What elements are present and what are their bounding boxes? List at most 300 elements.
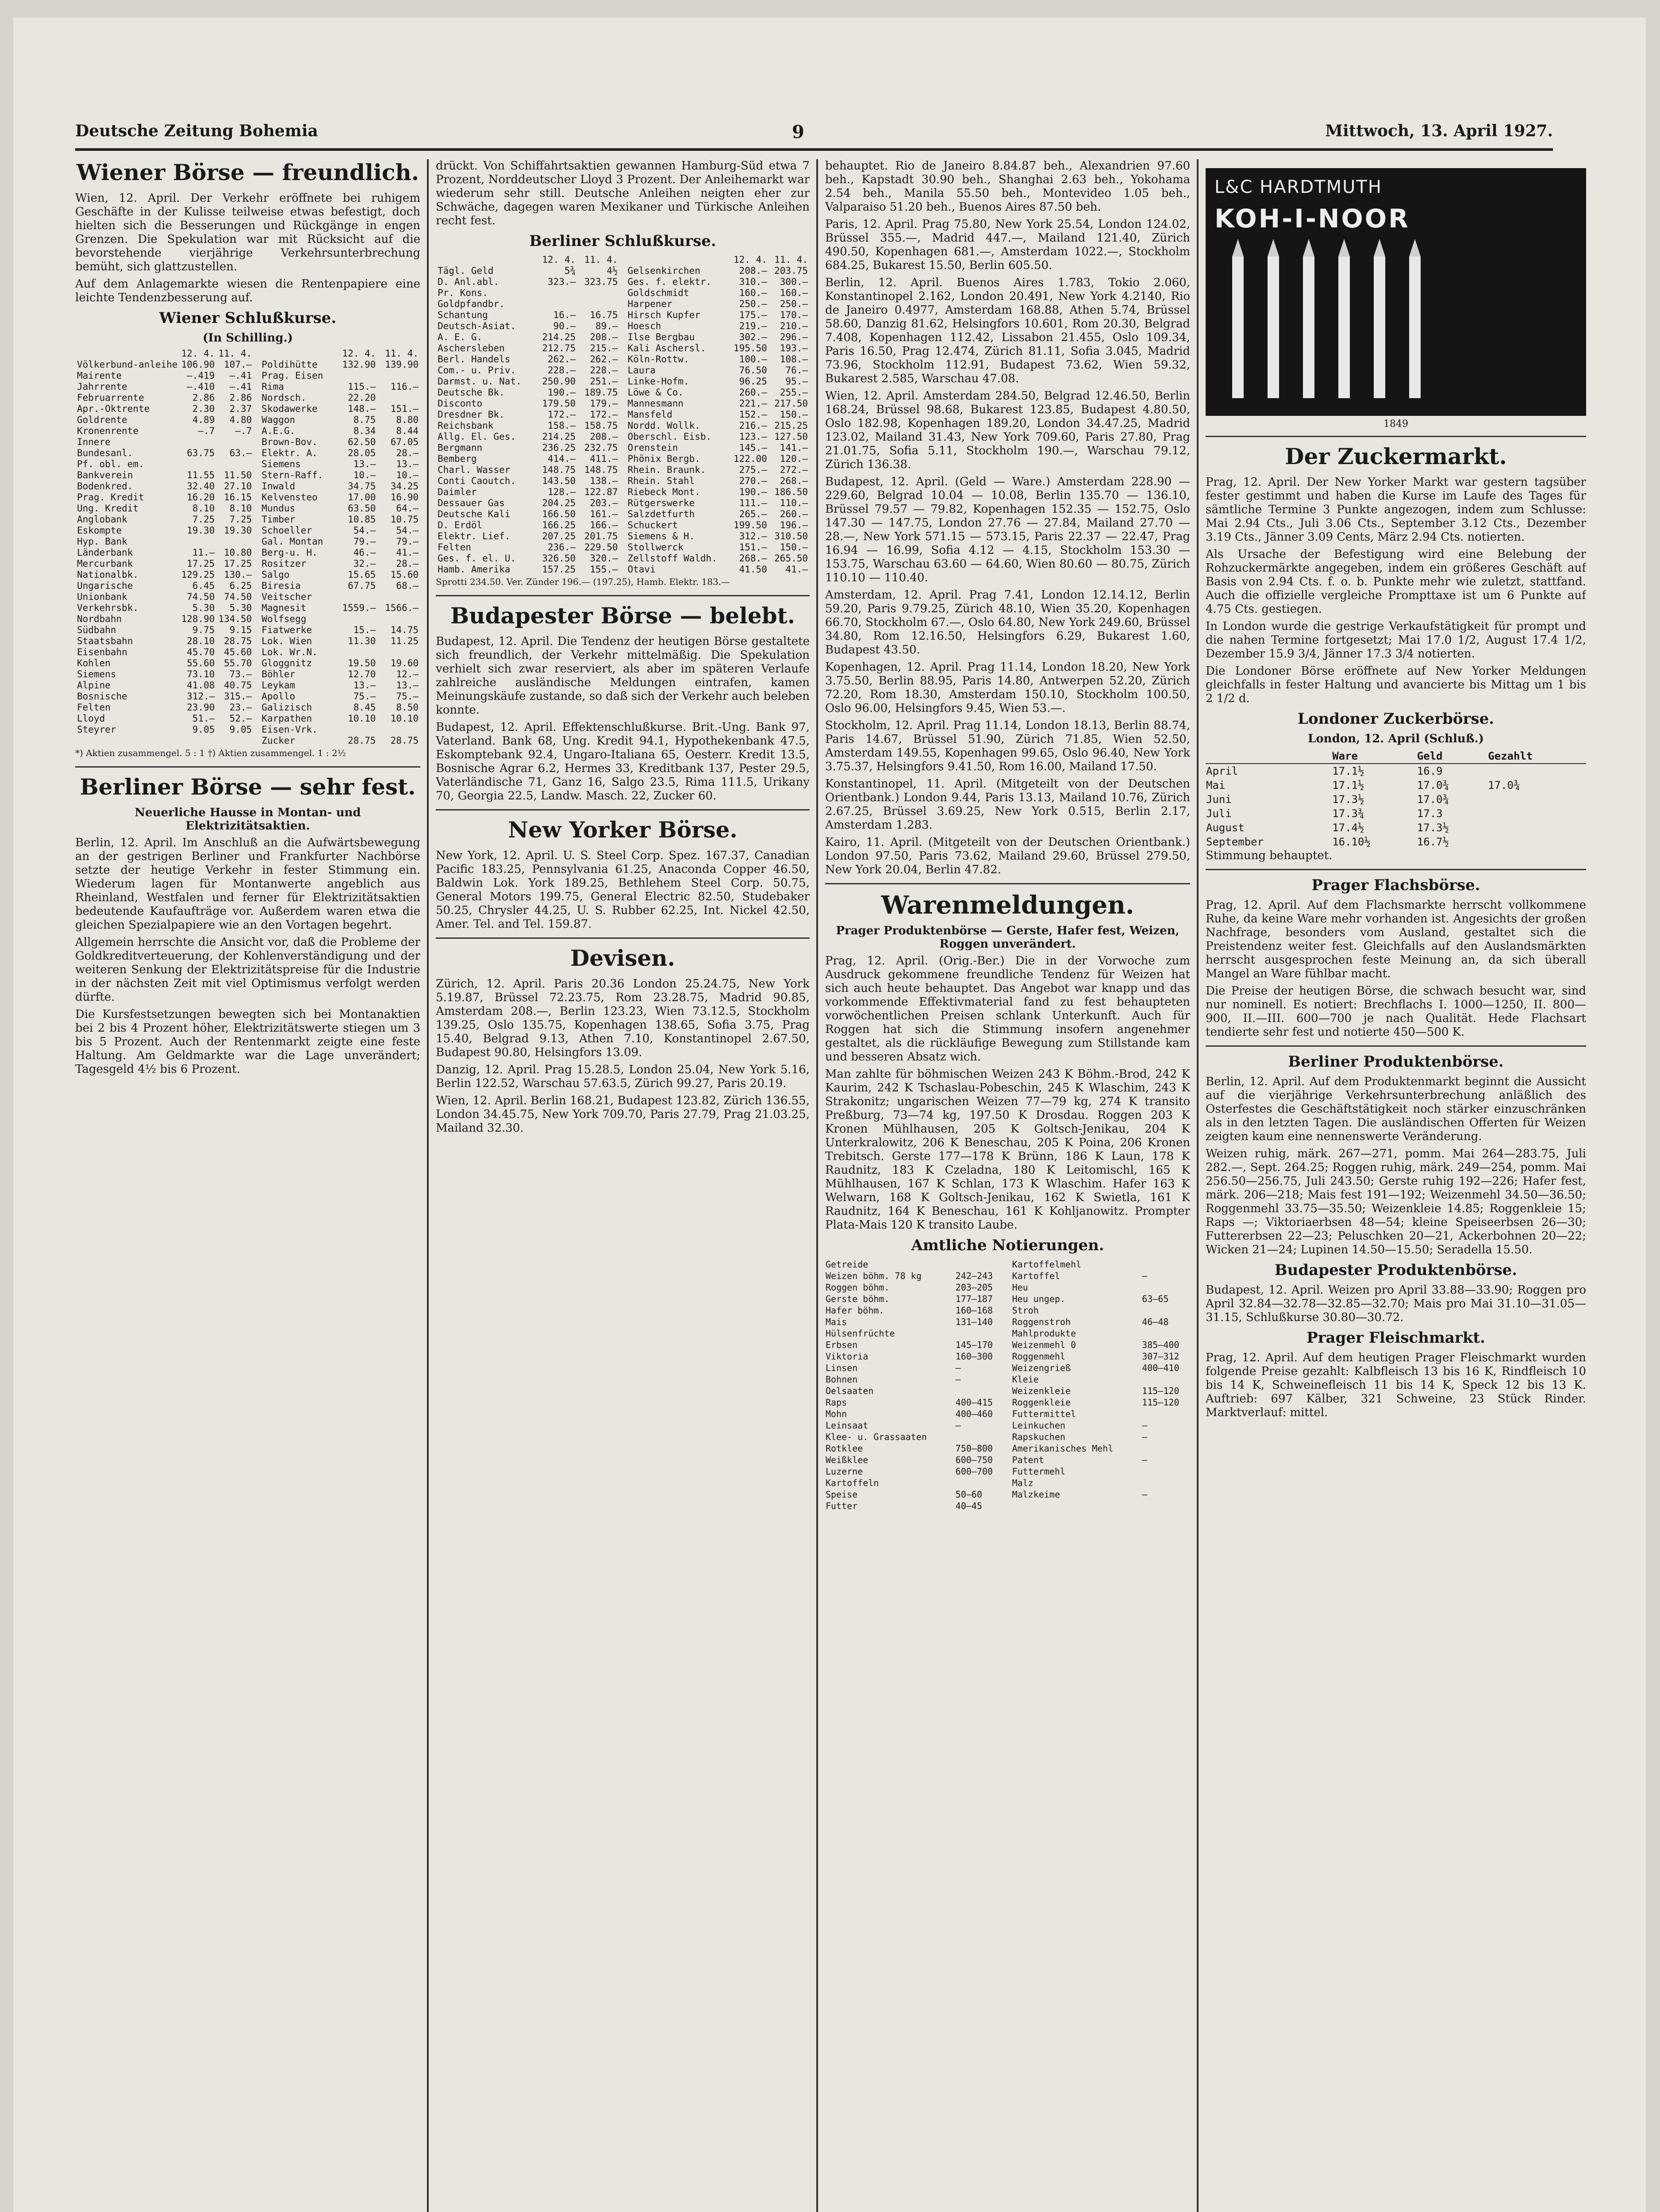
notierung-row [1012,1339,1191,1351]
quote-value [377,724,420,735]
quote-name: Siemens & H. [627,531,695,541]
quote-name: Elektr. Lief. [438,531,511,541]
quote-row [626,487,810,498]
quote-value [955,1431,1004,1443]
quote-value: —.410 [187,381,215,392]
quote-name: Brown-Bov. [261,437,318,447]
quote-value: 150.— [780,542,808,553]
quote-value [377,392,420,403]
quote-row [436,321,620,332]
quote-value [216,437,254,448]
quote-row [626,387,810,398]
produkten-title: Berliner Produktenbörse. [1288,1053,1504,1071]
quote-value [377,370,420,381]
quote-value: 179.50 [542,398,576,409]
quote-value: 128.— [547,487,576,497]
quote-value: 1559.— [342,603,376,613]
notierung-row [1012,1316,1191,1328]
quote-row [260,669,420,680]
quote-value: 272.— [780,465,808,475]
quote-value: 5.30 [229,603,252,613]
quote-name: Lloyd [77,713,105,724]
quote-name: Poldihütte [261,359,318,370]
wien-schluss-title: Wiener Schlußkurse. [159,309,337,327]
quote-value: — [1142,1489,1148,1500]
quote-name: Allg. El. Ges. [438,431,516,442]
quote-value: — [955,1374,961,1385]
quote-value [1487,806,1586,821]
quote-value: 17.3¾ [1332,807,1364,820]
quote-name: August [1206,822,1245,834]
budapest-paragraph: Budapest, 12. April. Die Tendenz der heutigen Börse gestaltete sich freundlich, der Verkehr mittelmäßig. Die Spekulation verhielt sich zwar reserviert, als aber im späteren Verlaufe zahlreiche ausländische Meldungen eintrafen, kamen Meinungskäufe zustande, so daß sich der Verkehr auch beleben konnte. [436,635,810,717]
produkten-paragraph: Weizen ruhig, märk. 267—271, pomm. Mai 264—283.75, Juli 282.—, Sept. 264.25; Roggen ruhig, märk. 249—254, pomm. Mai 256.50—256.75, Juli 243.50; Gerste ruhig 192—226; Hafer fest, märk. 206—218; Mais fest 191—192; Weizenmehl 34.50—36.50; Roggenmehl 33.75—35.50; Weizenkleie 14.85; Roggenkleie 15; Raps —; Viktoriaerbsen 48—54; kleine Speiseerbsen 26—30; Futtererbsen 22—23; Peluschken 20—21, Ackerbohnen 20—22; Wicken 21—24; Lupinen 14.50—15.50; Seradella 15.50. [1206,1147,1586,1256]
quote-name: Kartoffel [1012,1271,1060,1281]
quote-name: Getreide [826,1259,868,1270]
flachs-paragraph: Prag, 12. April. Auf dem Flachsmarkte herrscht vollkommene Ruhe, da keine Ware mehr vorhanden ist. Angesichts der großen Nachfrage, besonders vom Ausland, gestaltet sich die Preistendenz weiter fest. Gleichfalls auf den Auslandsmärkten herrscht ausgesprochen feste Meinung an, da sich überall Mangel an Ware fühlbar macht. [1206,899,1586,980]
quote-value: 11.— [192,547,215,558]
quote-row [260,437,420,448]
quote-name: Prag. Kredit [77,492,144,503]
notierung-row [1012,1443,1191,1454]
notierung-row [1012,1454,1191,1466]
quote-name: Eisenbahn [77,647,127,657]
quote-name: Mohn [826,1409,847,1419]
quote-value: 9.05 [192,724,215,735]
quote-name: Kronenrente [77,426,139,436]
newyork-paragraph: New York, 12. April. U. S. Steel Corp. Spez. 167.37, Canadian Pacific 183.25, Pennsylvania 61.25, Anaconda Copper 46.50, Baldwin Lok. York 189.25, Bethlehem Steel Corp. 50.75, General Motors 199.75, General Electric 82.50, Studebaker 50.25, Chrysler 44.25, U. S. Rubber 62.25, Int. Nickel 42.50, Amer. Tel. and Tel. 159.87. [436,849,810,931]
quote-value [1141,1443,1190,1454]
column-rule [816,159,818,2212]
quote-value: 268.— [739,553,767,564]
quote-name: Lok. Wr.N. [261,647,318,657]
quote-value: 13.— [396,680,419,691]
quote-value: 10.75 [390,514,419,525]
quote-value: 193.— [780,343,808,353]
pencil-icon [1232,257,1244,398]
quote-row [626,321,810,332]
col-head: 12. 4. [733,254,767,265]
quote-name: Alpine [77,680,111,691]
quote-row [436,509,620,520]
quote-value: 68.— [396,580,419,591]
quote-value: 270.— [739,476,767,486]
quote-name: Unionbank [77,591,127,602]
notierung-row [825,1351,1004,1362]
quote-value: 212.75 [542,343,576,353]
quote-value: 28.05 [348,448,376,458]
quote-value: 9.05 [229,724,252,735]
quote-value [955,1259,1004,1270]
quote-value: 152.— [739,409,767,420]
quote-value: — [1142,1420,1148,1431]
notierung-row [825,1362,1004,1374]
amtl-left [825,1259,1004,1512]
devisen-paragraph: Danzig, 12. April. Prag 15.28.5, London 25.04, New York 5.16, Berlin 122.52, Warschau 57.63.5, Zürich 99.27, Paris 20.19. [436,1063,810,1090]
quote-row [260,691,420,702]
quote-value: 14.75 [390,625,419,635]
quote-value [1487,792,1586,806]
quote-value: 214.25 [542,431,576,442]
quote-name: Mundus [261,503,296,514]
notierung-row [825,1477,1004,1489]
quote-row [436,498,620,509]
quote-value: 195.50 [733,343,767,353]
quote-value: 8.10 [192,503,215,514]
quote-row [260,702,420,713]
sugar-row [1206,778,1586,792]
table-head: Gezahlt [1487,749,1586,764]
budapest-produkten-title: Budapester Produktenbörse. [1274,1261,1518,1279]
quote-value: 122.87 [584,487,618,497]
quote-value: 199.50 [733,520,767,530]
quote-row [626,465,810,476]
quote-name: Leykam [261,680,296,691]
quote-value: 400—460 [955,1409,993,1419]
ad-brand: KOH-I-NOOR [1214,204,1410,234]
quote-name: Leinsaat [826,1420,868,1431]
quote-row [75,392,254,403]
quote-value: 161.— [590,509,618,519]
quote-value [335,591,378,603]
quote-name: D. Erdöl [438,520,483,530]
quote-name: Innere [77,437,111,447]
quote-value [1487,835,1586,849]
notierung-row [825,1374,1004,1385]
quote-value: 139.90 [385,359,419,370]
quote-value: 41.— [396,547,419,558]
quote-name: Rositzer [261,558,307,569]
quote-name: Hafer böhm. [826,1305,884,1316]
quote-value: 17.25 [187,558,215,569]
quote-name: Köln-Rottw. [627,354,689,365]
quote-name: Roggenmehl [1012,1351,1065,1362]
quote-value: 228.— [590,365,618,376]
quote-value: 8.75 [353,415,376,425]
notierung-row [825,1489,1004,1500]
quote-name: Speise [826,1489,858,1500]
pencil-icon [1303,257,1314,398]
ad-company: L&C HARDTMUTH [1214,177,1382,197]
quote-row [260,470,420,481]
wien-quotes-right [260,348,420,746]
quote-row [75,702,254,713]
quote-value: 28.75 [348,735,376,746]
quote-row [436,409,620,420]
quote-name: Goldpfandbr. [438,299,505,309]
quote-value: 123.— [739,431,767,442]
quote-row [260,448,420,459]
quote-name: D. Anl.abl. [438,276,500,287]
notierung-row [1012,1420,1191,1431]
quote-value: 28.75 [390,735,419,746]
devisen-paragraph: Zürich, 12. April. Paris 20.36 London 25.24.75, New York 5.19.87, Brüssel 72.23.75, Rom 23.28.75, Madrid 90.85, Amsterdam 208.—, Berlin 123.23, Wien 73.12.5, Stockholm 139.25, Oslo 135.75, Kopenhagen 138.65, Sofia 3.75, Prag 15.40, Belgrad 9.13, Athen 7.10, Konstantinopel 2.67.50, Budapest 90.80, Helsingfors 13.09. [436,977,810,1059]
quote-row [260,713,420,724]
quote-value: 296.— [780,332,808,342]
quote-value: 28.10 [187,636,215,646]
quote-value: 323.75 [584,276,618,287]
quote-row [260,735,420,746]
quote-value: 17.3½ [1417,822,1449,834]
fleisch-paragraph: Prag, 12. April. Auf dem heutigen Prager Fleischmarkt wurden folgende Preise gezahlt: Kalbfleisch 13 bis 16 K, Rindfleisch 10 bis 14 K, Schweinefleisch 11 bis 14 K, Speck 12 bis 13 K. Auftrieb: 697 Kälber, 321 Schweine, 23 Stück Rinder. Marktverlauf: mittel. [1206,1351,1586,1419]
quote-row [626,398,810,409]
wien-quotes-left [75,348,254,746]
quote-row [75,625,254,636]
quote-value: 75.— [353,691,376,702]
quote-value: 16.15 [224,492,252,503]
quote-value: 19.50 [348,658,376,668]
quote-value: 320.— [590,553,618,564]
page-number: 9 [792,122,804,142]
quote-value: 41.— [785,564,808,575]
quote-value: 10.85 [348,514,376,525]
col-head: 12. 4. [181,348,215,359]
quote-name: Hamb. Amerika [438,564,511,575]
quote-row [436,453,620,465]
quote-value: 63.— [229,448,252,458]
newyork-title: New Yorker Börse. [508,817,738,843]
quote-name: Mahlprodukte [1012,1328,1076,1339]
sugar-row [1206,835,1586,849]
pencil-icon [1409,257,1421,398]
quote-row [436,265,620,276]
quote-value [377,647,420,658]
quote-value [216,536,254,547]
quote-row [260,636,420,647]
quote-name: Erbsen [826,1340,858,1350]
quote-value [180,437,217,448]
quote-value: 216.— [739,420,767,431]
quote-name: Kali Aschersl. [627,343,706,353]
separator [436,937,810,939]
quote-value: 4.89 [192,415,215,425]
quote-value: 16.10½ [1332,836,1371,848]
berlin-note: Sprotti 234.50. Ver. Zünder 196.— (197.25), Hamb. Elektr. 183.— [436,576,730,587]
quote-row [75,492,254,503]
quote-row [260,381,420,392]
quote-row [260,569,420,580]
quote-value: 22.20 [348,392,376,403]
quote-value: 10.80 [224,547,252,558]
quote-row [626,442,810,453]
quote-row [626,365,810,376]
quote-value: — [1142,1432,1148,1442]
quote-row [260,614,420,625]
quote-name: Otavi [627,564,656,575]
quote-name: Mai [1206,779,1226,791]
quote-value: 108.— [780,354,808,365]
quote-row [436,420,620,431]
quote-value: 411.— [590,453,618,464]
quote-value [1487,821,1586,835]
notierung-row [825,1282,1004,1293]
separator [1206,1045,1586,1047]
quote-name: Mairente [77,370,122,381]
quote-name: Bergmann [438,442,483,453]
quote-value: 312.— [187,691,215,702]
quote-value: 106.90 [181,359,215,370]
quote-value: 11.30 [348,636,376,646]
quote-name: Dresdner Bk. [438,409,505,420]
berlin-table-right [626,254,810,575]
quote-name: Eskompte [77,525,122,536]
quote-value: 64.— [396,503,419,514]
quote-row [260,359,420,370]
notierung-row [1012,1477,1191,1489]
quote-value: 172.— [547,409,576,420]
notierung-row [1012,1374,1191,1385]
quote-row [75,481,254,492]
quote-value: 8.45 [353,702,376,713]
devisen-paragraph: Konstantinopel, 11. April. (Mitgeteilt von der Deutschen Orientbank.) London 9.44, Paris 13.13, Mailand 10.76, Zürich 2.67.25, Brüssel 3.69.25, New York 0.515, Berlin 2.17, Amsterdam 1.283. [825,777,1190,832]
notierung-row [1012,1431,1191,1443]
quote-row [75,525,254,536]
quote-row [436,343,620,354]
quote-value: 16.90 [390,492,419,503]
quote-name: Kleie [1012,1374,1039,1385]
quote-value: 250.— [739,299,767,309]
column-1 [75,159,420,2212]
quote-value: 310.— [739,276,767,287]
quote-row [75,381,254,392]
quote-row [75,669,254,680]
quote-value: 115—120 [1142,1386,1180,1396]
quote-name: Raps [826,1397,847,1408]
notierung-row [825,1305,1004,1316]
quote-value: 157.25 [542,564,576,575]
quote-value: 600—700 [955,1466,993,1477]
quote-name: Kelvensteo [261,492,318,503]
quote-name: Apollo [261,691,296,702]
quote-value: 6.25 [229,580,252,591]
quote-value: 73.10 [187,669,215,680]
ad-year: 1849 [1383,419,1408,430]
quote-name: Hyp. Bank [77,536,127,547]
notierung-row [825,1500,1004,1512]
quote-row [75,459,254,470]
quote-value: 186.50 [774,487,808,497]
quote-value: 55.60 [187,658,215,668]
quote-value: 215.25 [774,420,808,431]
devisen-paragraph: Stockholm, 12. April. Prag 11.14, London 18.13, Berlin 88.74, Paris 14.67, Brüssel 51.90, Zürich 71.85, Wien 52.50, Amsterdam 149.55, Kopenhagen 99.65, Oslo 96.40, New York 3.75.37, Helsingfors 9.41.50, Rom 16.00, Mailand 17.50. [825,719,1190,773]
quote-value: 129.25 [181,569,215,580]
notierung-row [825,1443,1004,1454]
column-2 [436,159,810,2212]
quote-value [1141,1328,1190,1339]
notierung-row [825,1339,1004,1351]
quote-value [535,288,577,299]
zucker-paragraph: Als Ursache der Befestigung wird eine Belebung der Rohzuckermärkte angegeben, indem ein größeres Geschäft auf Basis von 2.94 Cts. f. o. b. Punkte mehr wie zuletzt, stattfand. Auch die offizielle vergleiche Prompttaxe ist um 6 Punkte auf 4.75 Cts. gestiegen. [1206,548,1586,616]
quote-value: 128.90 [181,614,215,624]
quote-value: 16.7½ [1417,836,1449,848]
quote-value: 2.30 [192,403,215,414]
quote-row [75,547,254,558]
quote-row [626,409,810,420]
quote-name: Prag. Eisen [261,370,323,381]
quote-name: Siemens [261,459,301,469]
quote-name: Rima [261,381,284,392]
quote-row [75,569,254,580]
quote-row [75,614,254,625]
quote-value: 300.— [780,276,808,287]
quote-row [436,431,620,442]
devisen-paragraph: Amsterdam, 12. April. Prag 7.41, London 12.14.12, Berlin 59.20, Paris 9.79.25, Zürich 48.10, Wien 35.20, Kopenhagen 66.70, Stockholm 67.—, Oslo 64.80, New York 249.60, Brüssel 34.80, Rom 12.16.50, Helsingfors 6.29, Bukarest 1.60, Budapest 43.50. [825,588,1190,657]
quote-name: Ges. f. elektr. [627,276,712,287]
quote-value [535,299,577,310]
quote-value [377,614,420,625]
quote-value: 208.— [590,431,618,442]
quote-name: Nationalbk. [77,569,139,580]
notierung-row [825,1431,1004,1443]
zucker-title: Der Zuckermarkt. [1285,443,1507,469]
devisen-paragraph: Kairo, 11. April. (Mitgeteilt von der Deutschen Orientbank.) London 97.50, Paris 73.62, Mailand 29.60, Brüssel 279.50, New York 20.04, Berlin 47.82. [825,836,1190,876]
quote-name: Mais [826,1317,847,1327]
berlin-title: Berliner Börse — sehr fest. [80,774,416,800]
quote-value: 255.— [780,387,808,398]
quote-value: 12.— [396,669,419,680]
wien-paragraph: Wien, 12. April. Der Verkehr eröffnete bei ruhigem Geschäfte in der Kulisse teilweise etwas befestigt, doch hielten sich die Besserungen und Rückgänge in engen Grenzen. Die Spekulation war mit Rücksicht auf die bevorstehende vierjährige Verkehrsunterbrechung bemüht, sich glattzustellen. [75,192,420,273]
quote-name: Gelsenkirchen [627,265,700,276]
devisen-paragraph: Budapest, 12. April. (Geld — Ware.) Amsterdam 228.90 — 229.60, Belgrad 10.04 — 10.08, Berlin 135.70 — 136.10, Brüssel 79.57 — 79.82, Kopenhagen 152.35 — 152.75, Oslo 147.30 — 147.75, London 27.76 — 27.84, Mailand 27.70 — 28.—, New York 571.15 — 573.15, Paris 22.37 — 22.47, Prag 16.94 — 16.99, Sofia 4.12 — 4.15, Stockholm 153.30 — 153.75, Warschau 63.60 — 64.60, Wien 80.60 — 80.75, Zürich 110.10 — 110.40. [825,475,1190,584]
quote-value: 19.30 [187,525,215,536]
quote-row [260,558,420,569]
quote-value: 150.— [780,409,808,420]
quote-name: Fiatwerke [261,625,312,635]
quote-value: 19.30 [224,525,252,536]
quote-row [626,343,810,354]
quote-row [626,299,810,310]
quote-name: Weißklee [826,1455,868,1465]
quote-value: 228.— [547,365,576,376]
quote-name: Linke-Hofm. [627,376,689,387]
notierung-row [825,1270,1004,1282]
quote-name: Klee- u. Grassaaten [826,1432,927,1442]
quote-name: Salgo [261,569,290,580]
quote-value: 45.60 [224,647,252,657]
quote-row [436,487,620,498]
quote-name: Elektr. A. [261,448,318,458]
quote-name: Hoesch [627,321,661,331]
quote-value: 190.— [739,487,767,497]
quote-value: 214.25 [542,332,576,342]
quote-name: Viktoria [826,1351,868,1362]
quote-value: 23.90 [187,702,215,713]
quote-value: 107.— [224,359,252,370]
quote-value: 32.— [353,558,376,569]
quote-name: Laura [627,365,656,376]
wien-table-left [75,348,254,735]
quote-name: Rhein. Braunk. [627,465,706,475]
quote-name: Nordbahn [77,614,122,624]
quote-value: 134.50 [218,614,252,624]
quote-row [260,514,420,525]
quote-name: Goldschmidt [627,288,689,298]
quote-name: Berg-u. H. [261,547,318,558]
quote-name: Gloggnitz [261,658,312,668]
quote-value: 13.— [353,459,376,469]
quote-value: 115—120 [1142,1397,1180,1408]
quote-row [626,420,810,431]
quote-value: —.41 [229,381,252,392]
quote-name: Oberschl. Eisb. [627,431,712,442]
quote-value: 215.— [590,343,618,353]
quote-value: 250.90 [542,376,576,387]
budapest-paragraph: Budapest, 12. April. Effektenschlußkurse. Brit.-Ung. Bank 97, Vaterland. Bank 68, Ung. Kredit 94.1, Hypothekenbank 47.5, Eskomptebank 92.4, Ungaro-Italiana 65, Oesterr. Kredit 13.5, Bosnische Agrar 6.2, Hermes 33, Kreditbank 137, Pester 29.5, Vaterländische 71, Ganz 16, Salgo 23.5, Rima 111.5, Urikany 70, Georgia 22.5, Landw. Masch. 22, Zucker 60. [436,721,810,803]
quote-name: Stollwerck [627,542,684,553]
london-note: Stimmung behauptet. [1206,849,1333,862]
quote-value: 12.70 [348,669,376,680]
quote-row [626,453,810,465]
quote-value [1141,1466,1190,1477]
